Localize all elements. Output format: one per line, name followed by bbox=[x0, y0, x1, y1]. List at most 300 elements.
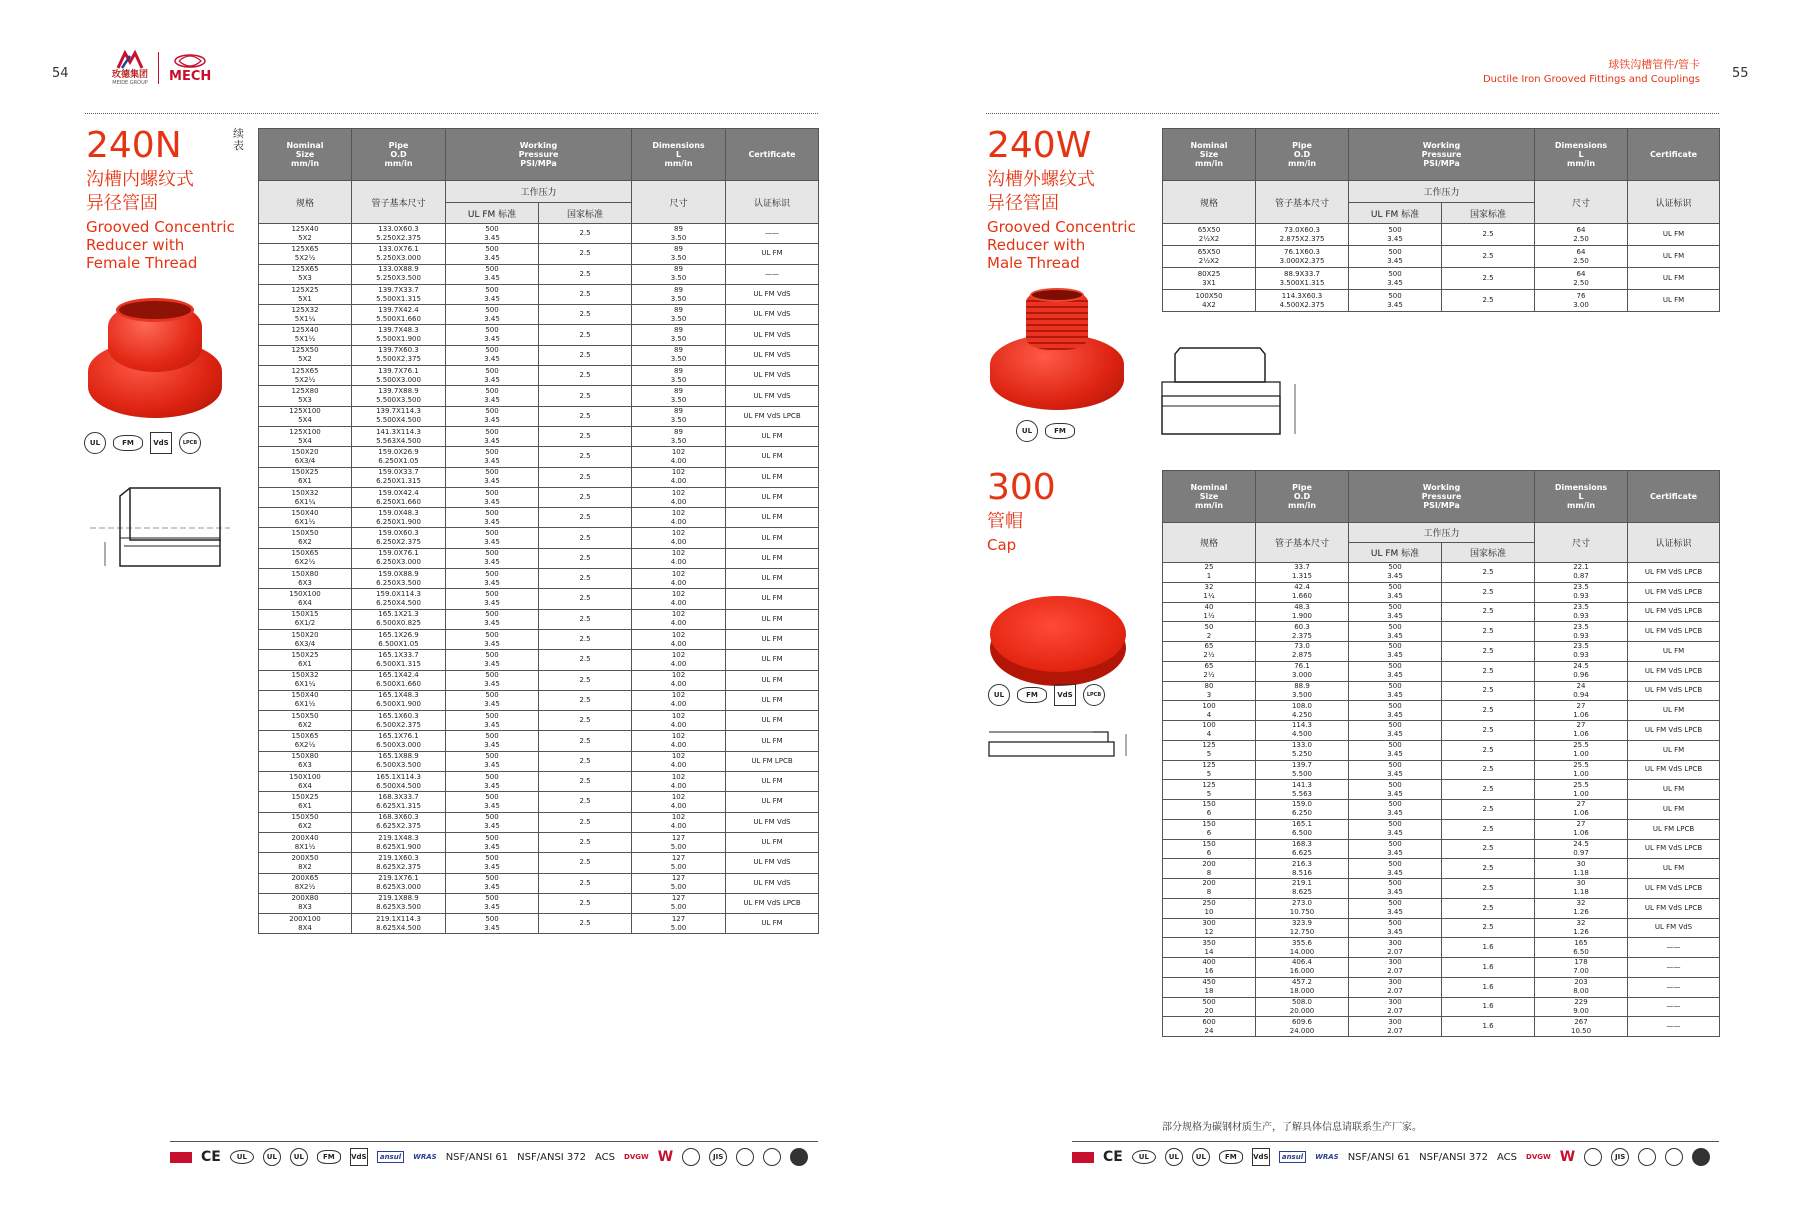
cell-dimension: 229 9.00 bbox=[1535, 997, 1628, 1017]
vds-icon: VdS bbox=[1252, 1148, 1270, 1166]
table-row bbox=[1163, 859, 1720, 879]
cell-pipe-od: 139.7X88.9 5.500X3.500 bbox=[352, 386, 446, 406]
product-en-title-3: Female Thread bbox=[86, 254, 198, 272]
cell-national-pressure: 2.5 bbox=[539, 325, 632, 345]
cell-pipe-od: 219.1 8.625 bbox=[1256, 879, 1349, 899]
cell-national-pressure: 2.5 bbox=[539, 264, 632, 284]
cell-ulfm-pressure: 500 3.45 bbox=[1349, 602, 1442, 622]
cell-ulfm-pressure: 500 3.45 bbox=[1349, 224, 1442, 246]
cell-certificate: UL FM bbox=[726, 244, 819, 264]
header-cn-national: 国家标准 bbox=[539, 203, 632, 224]
mech-brand-text: MECH bbox=[169, 68, 212, 84]
cell-certificate: —— bbox=[1628, 997, 1720, 1017]
cell-dimension: 32 1.26 bbox=[1535, 918, 1628, 938]
cell-pipe-od: 42.4 1.660 bbox=[1256, 582, 1349, 602]
cell-ulfm-pressure: 500 3.45 bbox=[1349, 701, 1442, 721]
product-300-cn-title: 管帽 bbox=[987, 511, 1023, 532]
jis-icon: JIS bbox=[709, 1148, 727, 1166]
cell-ulfm-pressure: 500 3.45 bbox=[1349, 661, 1442, 681]
product-en-title-1: Grooved Concentric bbox=[86, 218, 235, 236]
cell-national-pressure: 2.5 bbox=[539, 366, 632, 386]
cell-dimension: 127 5.00 bbox=[632, 873, 726, 893]
cell-pipe-od: 76.1 3.000 bbox=[1256, 661, 1349, 681]
cell-national-pressure: 2.5 bbox=[539, 690, 632, 710]
logo-en-text: MEIDE GROUP bbox=[112, 80, 148, 86]
cell-nominal-size: 300 12 bbox=[1163, 918, 1256, 938]
cell-certificate: UL FM VdS bbox=[726, 812, 819, 832]
cell-certificate: —— bbox=[1628, 977, 1720, 997]
cert-logos-240w bbox=[1016, 420, 1075, 442]
cell-pipe-od: 159.0X114.3 6.250X4.500 bbox=[352, 589, 446, 609]
cell-nominal-size: 200X50 8X2 bbox=[259, 853, 352, 873]
cell-nominal-size: 125X50 5X2 bbox=[259, 345, 352, 365]
cell-ulfm-pressure: 500 3.45 bbox=[1349, 563, 1442, 583]
cell-ulfm-pressure: 500 3.45 bbox=[446, 853, 539, 873]
cell-dimension: 102 4.00 bbox=[632, 569, 726, 589]
cell-pipe-od: 323.9 12.750 bbox=[1256, 918, 1349, 938]
table-row bbox=[259, 325, 819, 345]
cell-pipe-od: 139.7X48.3 5.500X1.900 bbox=[352, 325, 446, 345]
cell-ulfm-pressure: 500 3.45 bbox=[446, 690, 539, 710]
cell-national-pressure: 2.5 bbox=[539, 305, 632, 325]
cell-nominal-size: 32 1¼ bbox=[1163, 582, 1256, 602]
table-row bbox=[259, 711, 819, 731]
product-300-en-title: Cap bbox=[987, 536, 1017, 554]
cell-pipe-od: 165.1X42.4 6.500X1.660 bbox=[352, 670, 446, 690]
table-row bbox=[259, 487, 819, 507]
cell-certificate: UL FM LPCB bbox=[1628, 819, 1720, 839]
table-row bbox=[259, 467, 819, 487]
table-row bbox=[1163, 819, 1720, 839]
table-row bbox=[1163, 681, 1720, 701]
table-row bbox=[259, 224, 819, 244]
cell-pipe-od: 165.1X88.9 6.500X3.500 bbox=[352, 751, 446, 771]
page-number-left: 54 bbox=[52, 66, 69, 81]
header-certificate: Certificate bbox=[1628, 129, 1720, 181]
fm-approved-icon: FM bbox=[317, 1150, 341, 1164]
cell-pipe-od: 159.0X26.9 6.250X1.05 bbox=[352, 447, 446, 467]
table-row bbox=[259, 406, 819, 426]
cell-pipe-od: 73.0 2.875 bbox=[1256, 642, 1349, 662]
cell-dimension: 64 2.50 bbox=[1535, 246, 1628, 268]
cell-national-pressure: 2.5 bbox=[539, 467, 632, 487]
cell-pipe-od: 457.2 18.000 bbox=[1256, 977, 1349, 997]
vds-icon: VdS bbox=[1054, 684, 1076, 706]
cell-ulfm-pressure: 500 3.45 bbox=[1349, 268, 1442, 290]
cell-ulfm-pressure: 300 2.07 bbox=[1349, 977, 1442, 997]
bottom-rule-right bbox=[1072, 1141, 1719, 1142]
table-row bbox=[259, 244, 819, 264]
table-row bbox=[259, 792, 819, 812]
table-row bbox=[1163, 879, 1720, 899]
cell-dimension: 89 3.50 bbox=[632, 284, 726, 304]
table-row bbox=[1163, 938, 1720, 958]
logo-cn-text: 玫德集团 bbox=[112, 70, 149, 80]
table-row bbox=[259, 832, 819, 852]
cell-nominal-size: 200 8 bbox=[1163, 859, 1256, 879]
cell-national-pressure: 2.5 bbox=[539, 386, 632, 406]
top-rule-right bbox=[986, 113, 1719, 114]
fm-approved-icon: FM bbox=[1045, 423, 1075, 439]
cell-dimension: 89 3.50 bbox=[632, 264, 726, 284]
cell-ulfm-pressure: 500 3.45 bbox=[446, 447, 539, 467]
cell-pipe-od: 139.7X33.7 5.500X1.315 bbox=[352, 284, 446, 304]
cell-dimension: 102 4.00 bbox=[632, 609, 726, 629]
ce-icon: CE bbox=[1103, 1149, 1123, 1165]
cell-national-pressure: 2.5 bbox=[1442, 740, 1535, 760]
cell-nominal-size: 65X50 2½X2 bbox=[1163, 224, 1256, 246]
vds-icon: VdS bbox=[350, 1148, 368, 1166]
cell-certificate: UL FM VdS bbox=[726, 305, 819, 325]
cell-ulfm-pressure: 500 3.45 bbox=[1349, 721, 1442, 741]
cell-dimension: 89 3.50 bbox=[632, 366, 726, 386]
table-row bbox=[259, 548, 819, 568]
cell-pipe-od: 114.3X60.3 4.500X2.375 bbox=[1256, 290, 1349, 312]
header-pipe-od: Pipe O.D mm/in bbox=[352, 129, 446, 181]
cell-national-pressure: 2.5 bbox=[539, 589, 632, 609]
top-rule-left bbox=[85, 113, 818, 114]
cell-certificate: UL FM bbox=[726, 609, 819, 629]
cell-ulfm-pressure: 500 3.45 bbox=[446, 609, 539, 629]
cell-national-pressure: 1.6 bbox=[1442, 997, 1535, 1017]
cell-ulfm-pressure: 500 3.45 bbox=[446, 914, 539, 934]
fm-approved-icon: FM bbox=[1219, 1150, 1243, 1164]
cell-ulfm-pressure: 500 3.45 bbox=[1349, 681, 1442, 701]
cell-certificate: UL FM bbox=[726, 711, 819, 731]
cell-dimension: 27 1.06 bbox=[1535, 721, 1628, 741]
table-row bbox=[1163, 224, 1720, 246]
cell-national-pressure: 2.5 bbox=[1442, 642, 1535, 662]
nsf61-label: NSF/ANSI 61 bbox=[445, 1151, 509, 1163]
product-240w-en-title-2: Reducer with bbox=[987, 236, 1086, 254]
cell-dimension: 89 3.50 bbox=[632, 305, 726, 325]
cell-pipe-od: 76.1X60.3 3.000X2.375 bbox=[1256, 246, 1349, 268]
cell-national-pressure: 2.5 bbox=[539, 751, 632, 771]
cell-certificate: UL FM bbox=[726, 548, 819, 568]
cell-dimension: 102 4.00 bbox=[632, 731, 726, 751]
cell-nominal-size: 80 3 bbox=[1163, 681, 1256, 701]
cell-national-pressure: 2.5 bbox=[539, 528, 632, 548]
cell-certificate: —— bbox=[726, 224, 819, 244]
header-cn-cert: 认证标识 bbox=[726, 181, 819, 224]
product-cn-title-1: 沟槽内螺纹式 bbox=[86, 169, 194, 190]
product-en-title-2: Reducer with bbox=[86, 236, 185, 254]
cell-dimension: 102 4.00 bbox=[632, 650, 726, 670]
cell-dimension: 89 3.50 bbox=[632, 224, 726, 244]
product-code-240n: 240N bbox=[86, 125, 182, 166]
cell-pipe-od: 168.3X60.3 6.625X2.375 bbox=[352, 812, 446, 832]
header-certificate: Certificate bbox=[726, 129, 819, 181]
cell-ulfm-pressure: 500 3.45 bbox=[1349, 642, 1442, 662]
cell-nominal-size: 125X65 5X2½ bbox=[259, 244, 352, 264]
spec-table-300 bbox=[1162, 470, 1720, 1037]
cell-certificate: UL FM bbox=[1628, 290, 1720, 312]
cell-nominal-size: 125 5 bbox=[1163, 780, 1256, 800]
cell-national-pressure: 2.5 bbox=[1442, 760, 1535, 780]
cell-pipe-od: 216.3 8.516 bbox=[1256, 859, 1349, 879]
cell-national-pressure: 2.5 bbox=[1442, 721, 1535, 741]
header-cn-size: 尺寸 bbox=[1535, 181, 1628, 224]
cell-pipe-od: 273.0 10.750 bbox=[1256, 898, 1349, 918]
pc-icon bbox=[1692, 1148, 1710, 1166]
header-cn-wp: 工作压力 bbox=[1349, 181, 1535, 203]
header-pipe-od: Pipe O.D mm/in bbox=[1256, 129, 1349, 181]
cell-national-pressure: 2.5 bbox=[1442, 602, 1535, 622]
cell-certificate: UL FM bbox=[1628, 701, 1720, 721]
header-cn-size: 尺寸 bbox=[1535, 523, 1628, 563]
cell-certificate: UL FM VdS LPCB bbox=[1628, 582, 1720, 602]
table-row bbox=[1163, 977, 1720, 997]
nsf372-label: NSF/ANSI 372 bbox=[1419, 1151, 1489, 1163]
cell-national-pressure: 2.5 bbox=[539, 508, 632, 528]
cell-dimension: 127 5.00 bbox=[632, 853, 726, 873]
cell-nominal-size: 125X32 5X1¼ bbox=[259, 305, 352, 325]
cell-dimension: 102 4.00 bbox=[632, 670, 726, 690]
table-row bbox=[1163, 602, 1720, 622]
cell-pipe-od: 133.0X60.3 5.250X2.375 bbox=[352, 224, 446, 244]
cell-pipe-od: 165.1X48.3 6.500X1.900 bbox=[352, 690, 446, 710]
cell-certificate: UL FM bbox=[726, 650, 819, 670]
cell-dimension: 102 4.00 bbox=[632, 812, 726, 832]
cell-dimension: 24.5 0.97 bbox=[1535, 839, 1628, 859]
header-dimensions: Dimensions L mm/in bbox=[1535, 129, 1628, 181]
cell-ulfm-pressure: 500 3.45 bbox=[446, 569, 539, 589]
ul-listed-icon: UL bbox=[1165, 1148, 1183, 1166]
cell-national-pressure: 2.5 bbox=[539, 792, 632, 812]
cell-dimension: 127 5.00 bbox=[632, 832, 726, 852]
cell-dimension: 102 4.00 bbox=[632, 751, 726, 771]
cell-pipe-od: 159.0X48.3 6.250X1.900 bbox=[352, 508, 446, 528]
cell-dimension: 23.5 0.93 bbox=[1535, 582, 1628, 602]
cell-dimension: 89 3.50 bbox=[632, 426, 726, 446]
cell-dimension: 25.5 1.00 bbox=[1535, 780, 1628, 800]
header-cn-cert: 认证标识 bbox=[1628, 181, 1720, 224]
cell-pipe-od: 139.7 5.500 bbox=[1256, 760, 1349, 780]
cert-logos-240n bbox=[84, 432, 201, 454]
cell-national-pressure: 2.5 bbox=[1442, 661, 1535, 681]
w-badge-icon bbox=[1584, 1148, 1602, 1166]
cell-pipe-od: 159.0X42.4 6.250X1.660 bbox=[352, 487, 446, 507]
cap-drawing bbox=[988, 730, 1138, 766]
cell-certificate: UL FM VdS bbox=[726, 366, 819, 386]
table-row bbox=[1163, 740, 1720, 760]
cell-pipe-od: 88.9X33.7 3.500X1.315 bbox=[1256, 268, 1349, 290]
cell-ulfm-pressure: 500 3.45 bbox=[446, 467, 539, 487]
cell-nominal-size: 65 2½ bbox=[1163, 642, 1256, 662]
cell-pipe-od: 159.0 6.250 bbox=[1256, 800, 1349, 820]
product-code-300: 300 bbox=[987, 467, 1056, 508]
cnas-icon bbox=[170, 1152, 192, 1163]
cell-national-pressure: 2.5 bbox=[539, 731, 632, 751]
cell-certificate: UL FM VdS LPCB bbox=[1628, 760, 1720, 780]
header-cn-ulfm: UL FM 标准 bbox=[1349, 543, 1442, 563]
cell-national-pressure: 2.5 bbox=[1442, 819, 1535, 839]
cell-pipe-od: 219.1X114.3 8.625X4.500 bbox=[352, 914, 446, 934]
kc-icon bbox=[736, 1148, 754, 1166]
cell-dimension: 89 3.50 bbox=[632, 406, 726, 426]
cell-certificate: —— bbox=[1628, 938, 1720, 958]
cell-certificate: UL FM VdS LPCB bbox=[726, 893, 819, 913]
cell-pipe-od: 165.1X76.1 6.500X3.000 bbox=[352, 731, 446, 751]
cell-dimension: 23.5 0.93 bbox=[1535, 642, 1628, 662]
cell-pipe-od: 355.6 14.000 bbox=[1256, 938, 1349, 958]
cell-dimension: 89 3.50 bbox=[632, 345, 726, 365]
cell-pipe-od: 168.3X33.7 6.625X1.315 bbox=[352, 792, 446, 812]
cell-dimension: 102 4.00 bbox=[632, 487, 726, 507]
ul-icon: UL bbox=[230, 1150, 254, 1164]
cell-national-pressure: 2.5 bbox=[1442, 859, 1535, 879]
cell-nominal-size: 150X15 6X1/2 bbox=[259, 609, 352, 629]
cell-ulfm-pressure: 500 3.45 bbox=[1349, 839, 1442, 859]
cell-national-pressure: 2.5 bbox=[1442, 918, 1535, 938]
cell-nominal-size: 200X100 8X4 bbox=[259, 914, 352, 934]
cell-pipe-od: 219.1X60.3 8.625X2.375 bbox=[352, 853, 446, 873]
cell-nominal-size: 125X40 5X2 bbox=[259, 224, 352, 244]
cell-ulfm-pressure: 500 3.45 bbox=[1349, 582, 1442, 602]
cell-ulfm-pressure: 500 3.45 bbox=[446, 589, 539, 609]
cell-nominal-size: 150X25 6X1 bbox=[259, 467, 352, 487]
cell-national-pressure: 2.5 bbox=[539, 345, 632, 365]
cell-pipe-od: 159.0X76.1 6.250X3.000 bbox=[352, 548, 446, 568]
ul-listed-icon: UL bbox=[988, 684, 1010, 706]
cell-dimension: 89 3.50 bbox=[632, 325, 726, 345]
cell-nominal-size: 125X40 5X1½ bbox=[259, 325, 352, 345]
cell-national-pressure: 2.5 bbox=[539, 284, 632, 304]
cell-certificate: UL FM bbox=[1628, 740, 1720, 760]
product-240w-cn-title-1: 沟槽外螺纹式 bbox=[987, 169, 1095, 190]
cell-certificate: UL FM bbox=[726, 670, 819, 690]
lpcb-icon: LPCB bbox=[1083, 684, 1105, 706]
cell-dimension: 102 4.00 bbox=[632, 792, 726, 812]
cell-national-pressure: 2.5 bbox=[539, 711, 632, 731]
cell-pipe-od: 139.7X76.1 5.500X3.000 bbox=[352, 366, 446, 386]
cell-nominal-size: 450 18 bbox=[1163, 977, 1256, 997]
table-row bbox=[259, 751, 819, 771]
cell-dimension: 24.5 0.96 bbox=[1535, 661, 1628, 681]
cell-ulfm-pressure: 500 3.45 bbox=[1349, 740, 1442, 760]
cell-nominal-size: 150 6 bbox=[1163, 800, 1256, 820]
table-row bbox=[259, 772, 819, 792]
table-row bbox=[259, 569, 819, 589]
table-row bbox=[1163, 661, 1720, 681]
cell-pipe-od: 165.1X33.7 6.500X1.315 bbox=[352, 650, 446, 670]
cell-pipe-od: 406.4 16.000 bbox=[1256, 958, 1349, 978]
cell-ulfm-pressure: 500 3.45 bbox=[446, 386, 539, 406]
table-row bbox=[259, 731, 819, 751]
cell-dimension: 27 1.06 bbox=[1535, 701, 1628, 721]
cell-dimension: 23.5 0.93 bbox=[1535, 602, 1628, 622]
cell-nominal-size: 350 14 bbox=[1163, 938, 1256, 958]
cell-pipe-od: 165.1X26.9 6.500X1.05 bbox=[352, 629, 446, 649]
cell-pipe-od: 139.7X60.3 5.500X2.375 bbox=[352, 345, 446, 365]
dvgw-icon: DVGW bbox=[624, 1153, 649, 1161]
cell-dimension: 27 1.06 bbox=[1535, 819, 1628, 839]
cell-pipe-od: 133.0X76.1 5.250X3.000 bbox=[352, 244, 446, 264]
cell-pipe-od: 219.1X76.1 8.625X3.000 bbox=[352, 873, 446, 893]
table-row bbox=[1163, 1017, 1720, 1037]
table-row bbox=[1163, 958, 1720, 978]
cell-certificate: UL FM bbox=[726, 690, 819, 710]
cell-certificate: UL FM VdS bbox=[726, 386, 819, 406]
cell-certificate: —— bbox=[1628, 1017, 1720, 1037]
ul-c-us-icon: UL bbox=[290, 1148, 308, 1166]
cell-dimension: 165 6.50 bbox=[1535, 938, 1628, 958]
cell-national-pressure: 2.5 bbox=[539, 244, 632, 264]
cell-national-pressure: 2.5 bbox=[1442, 563, 1535, 583]
cell-dimension: 102 4.00 bbox=[632, 772, 726, 792]
table-row bbox=[259, 853, 819, 873]
cell-nominal-size: 150X80 6X3 bbox=[259, 751, 352, 771]
badge-icon bbox=[763, 1148, 781, 1166]
cell-national-pressure: 2.5 bbox=[1442, 290, 1535, 312]
table-row bbox=[1163, 622, 1720, 642]
cell-national-pressure: 2.5 bbox=[539, 406, 632, 426]
cell-pipe-od: 159.0X88.9 6.250X3.500 bbox=[352, 569, 446, 589]
cell-nominal-size: 100X50 4X2 bbox=[1163, 290, 1256, 312]
cell-nominal-size: 150X32 6X1¼ bbox=[259, 670, 352, 690]
table-row bbox=[1163, 563, 1720, 583]
cell-dimension: 102 4.00 bbox=[632, 447, 726, 467]
cell-certificate: UL FM bbox=[726, 528, 819, 548]
page-header-en: Ductile Iron Grooved Fittings and Couplings bbox=[1482, 74, 1700, 85]
cap-image bbox=[990, 596, 1126, 686]
cell-dimension: 27 1.06 bbox=[1535, 800, 1628, 820]
cell-certificate: UL FM VdS LPCB bbox=[1628, 681, 1720, 701]
cell-pipe-od: 114.3 4.500 bbox=[1256, 721, 1349, 741]
cell-certificate: UL FM VdS LPCB bbox=[1628, 879, 1720, 899]
cell-nominal-size: 150X40 6X1½ bbox=[259, 690, 352, 710]
cell-nominal-size: 150X20 6X3/4 bbox=[259, 629, 352, 649]
cell-national-pressure: 2.5 bbox=[539, 224, 632, 244]
cell-pipe-od: 609.6 24.000 bbox=[1256, 1017, 1349, 1037]
cell-certificate: UL FM VdS LPCB bbox=[1628, 563, 1720, 583]
cell-ulfm-pressure: 500 3.45 bbox=[446, 426, 539, 446]
cell-certificate: UL FM bbox=[1628, 224, 1720, 246]
table-row bbox=[1163, 997, 1720, 1017]
table-row bbox=[1163, 290, 1720, 312]
cell-nominal-size: 150X25 6X1 bbox=[259, 650, 352, 670]
cell-dimension: 24 0.94 bbox=[1535, 681, 1628, 701]
cell-nominal-size: 150 6 bbox=[1163, 839, 1256, 859]
cell-national-pressure: 2.5 bbox=[539, 832, 632, 852]
jis-icon: JIS bbox=[1611, 1148, 1629, 1166]
fm-approved-icon: FM bbox=[113, 435, 143, 451]
cell-pipe-od: 60.3 2.375 bbox=[1256, 622, 1349, 642]
dvgw-icon: DVGW bbox=[1526, 1153, 1551, 1161]
cell-certificate: —— bbox=[726, 264, 819, 284]
cell-pipe-od: 165.1X21.3 6.500X0.825 bbox=[352, 609, 446, 629]
product-240w-en-title-3: Male Thread bbox=[987, 254, 1080, 272]
reducer-female-thread-drawing bbox=[90, 482, 230, 572]
table-row bbox=[259, 893, 819, 913]
cell-nominal-size: 65 2½ bbox=[1163, 661, 1256, 681]
header-cn-ulfm: UL FM 标准 bbox=[446, 203, 539, 224]
cell-national-pressure: 2.5 bbox=[1442, 582, 1535, 602]
cell-certificate: UL FM VdS bbox=[726, 325, 819, 345]
cell-pipe-od: 165.1 6.500 bbox=[1256, 819, 1349, 839]
cell-certificate: UL FM bbox=[726, 731, 819, 751]
cell-certificate: UL FM bbox=[726, 487, 819, 507]
kc-icon bbox=[1638, 1148, 1656, 1166]
cell-dimension: 64 2.50 bbox=[1535, 224, 1628, 246]
cell-ulfm-pressure: 500 3.45 bbox=[446, 366, 539, 386]
cell-national-pressure: 2.5 bbox=[539, 650, 632, 670]
cell-certificate: UL FM bbox=[726, 772, 819, 792]
cell-ulfm-pressure: 500 3.45 bbox=[446, 264, 539, 284]
header-pipe-od: Pipe O.D mm/in bbox=[1256, 471, 1349, 523]
cell-certificate: UL FM bbox=[1628, 642, 1720, 662]
table-row bbox=[259, 690, 819, 710]
